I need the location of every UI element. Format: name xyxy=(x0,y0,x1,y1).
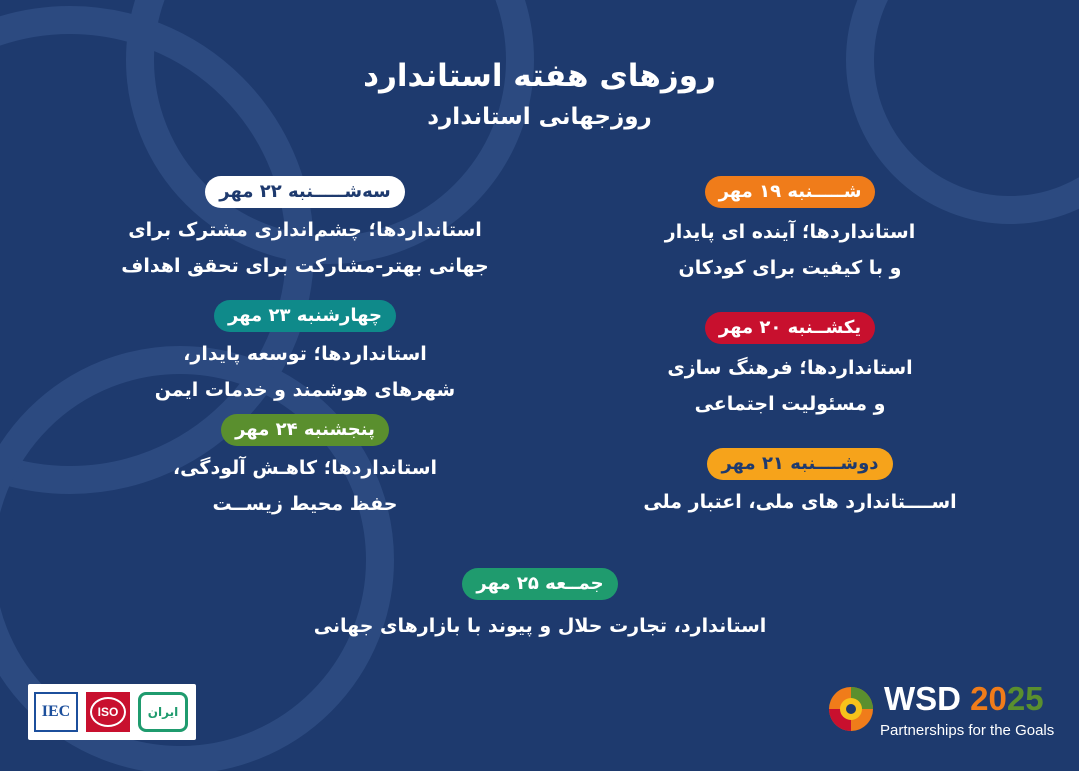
day-tuesday-desc: استانداردها؛ چشم‌اندازی مشترک برای جهانی بهتر-مشارکت برای تحقق اهداف xyxy=(121,219,489,277)
day-thursday-label: پنجشنبه ۲۴ مهر xyxy=(221,414,389,446)
day-sunday xyxy=(640,312,940,422)
day-saturday xyxy=(640,176,940,286)
wsd-tagline: Partnerships for the Goals xyxy=(880,722,1055,739)
iso-logo: ISO xyxy=(86,692,130,732)
day-monday-label: دوشــــنبه ۲۱ مهر xyxy=(707,448,892,480)
wsd-emblem-icon xyxy=(826,684,876,734)
day-tuesday xyxy=(90,176,520,284)
wsd-wordmark: WSD 2025 xyxy=(884,680,1044,717)
iec-logo: IEC xyxy=(34,692,78,732)
day-friday-label: جمــعه ۲۵ مهر xyxy=(462,568,617,600)
day-monday-desc: اســــتاندارد های ملی، اعتبار ملی xyxy=(643,491,957,513)
page-subtitle: روزجهانی استاندارد xyxy=(427,104,652,130)
isiri-logo: ایران xyxy=(138,692,188,732)
day-monday xyxy=(620,448,980,520)
day-wednesday-desc: استانداردها؛ توسعه پایدار، شهرهای هوشمند و خدمات ایمن xyxy=(154,343,456,401)
page-title: روزهای هفته استاندارد xyxy=(363,58,716,94)
day-thursday-desc: استانداردها؛ کاهـش آلودگی، حفظ محیط زیســت xyxy=(172,457,438,515)
standards-logos xyxy=(28,684,196,740)
day-saturday-label: شـــــنبه ۱۹ مهر xyxy=(705,176,876,208)
day-saturday-desc: استانداردها؛ آینده ای پایدار و با کیفیت برای کودکان xyxy=(664,221,916,279)
day-wednesday-label: چهارشنبه ۲۳ مهر xyxy=(214,300,396,332)
day-friday xyxy=(250,568,830,644)
day-sunday-label: یکشــنبه ۲۰ مهر xyxy=(705,312,875,344)
day-thursday xyxy=(90,414,520,522)
day-tuesday-label: سه‌شـــــنبه ۲۲ مهر xyxy=(205,176,404,208)
day-wednesday xyxy=(90,300,520,408)
day-sunday-desc: استانداردها؛ فرهنگ سازی و مسئولیت اجتماعی xyxy=(667,357,913,415)
day-friday-desc: استاندارد، تجارت حلال و پیوند با بازارهای جهانی xyxy=(313,615,767,637)
